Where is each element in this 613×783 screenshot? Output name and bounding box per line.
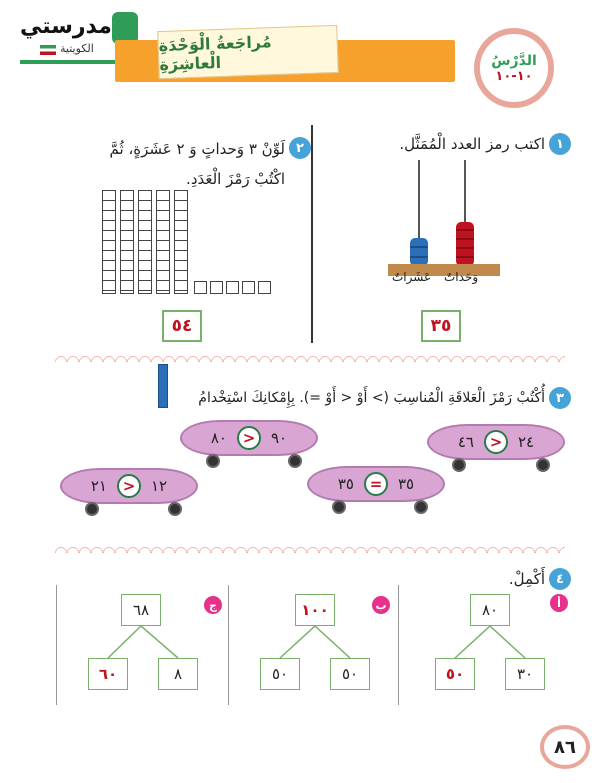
board-left-value: ٩٠ — [271, 429, 288, 447]
tree-right: ٣٠ — [505, 658, 545, 690]
q4-text: أَكْمِلْ. — [508, 570, 545, 588]
logo-sub: الكويتية — [60, 42, 94, 55]
divider-line — [56, 585, 57, 705]
board-right-value: ٨٠ — [210, 429, 227, 447]
lesson-range: ١٠-١٠ — [495, 68, 533, 84]
divider-line — [228, 585, 229, 705]
tree-top-answer: ١٠٠ — [295, 594, 335, 626]
q1-number: ١ — [549, 133, 571, 155]
board-left-value: ١٢ — [151, 477, 168, 495]
q2-number: ٢ — [289, 137, 311, 159]
logo-text: مدرستي — [20, 14, 112, 39]
q3-number: ٣ — [549, 387, 571, 409]
board-left-value: ٣٥ — [398, 475, 415, 493]
tree-left: ٥٠ — [260, 658, 300, 690]
relation-sign: > — [117, 474, 141, 498]
tree-letter: ج — [204, 596, 222, 614]
tree-letter: ب — [372, 596, 390, 614]
tree-right: ٨ — [158, 658, 198, 690]
page-number: ٨٦ — [540, 725, 590, 769]
q1-text: اكتب رمز العدد الْمُمَثَّل. — [399, 135, 545, 153]
tree-left-answer: ٦٠ — [88, 658, 128, 690]
board-right-value: ٣٥ — [337, 475, 354, 493]
relation-sign: = — [364, 472, 388, 496]
board-left-value: ٢٤ — [518, 433, 535, 451]
tree-left-answer: ٥٠ — [435, 658, 475, 690]
relation-sign: > — [237, 426, 261, 450]
q3-text: أُكْتُبْ رَمْزَ الْعَلاقَةِ الْمُناسِبَ (> أَوْ < أَوْ =). بِإِمْكانِكَ اسْتِخْدامُ — [198, 390, 545, 406]
q2-answer-box: ٥٤ — [162, 310, 202, 342]
relation-sign: > — [484, 430, 508, 454]
tree-right: ٥٠ — [330, 658, 370, 690]
q2-text: لَوِّنْ ٣ وَحداتٍ وَ ٢ عَشَرَةٍ، ثُمَّ اكْتُبْ رَمْزَ الْعَدَدِ. — [109, 140, 285, 188]
divider-line — [398, 585, 399, 705]
label-tens: عَشَراتٌ — [392, 270, 432, 284]
tree-top: ٨٠ — [470, 594, 510, 626]
label-units: وَحَداتٌ — [444, 270, 479, 284]
unit-title: مُراجَعةُ الْوَحْدَةِ الْعاشِرَةِ — [157, 25, 339, 79]
tree-letter: أ — [550, 594, 568, 612]
q1-answer-box: ٣٥ — [421, 310, 461, 342]
q4-number: ٤ — [549, 568, 571, 590]
board-right-value: ٤٦ — [457, 433, 474, 451]
board-right-value: ٢١ — [90, 477, 107, 495]
tree-top: ٦٨ — [121, 594, 161, 626]
lesson-label: الدَّرْسُ — [491, 52, 537, 69]
